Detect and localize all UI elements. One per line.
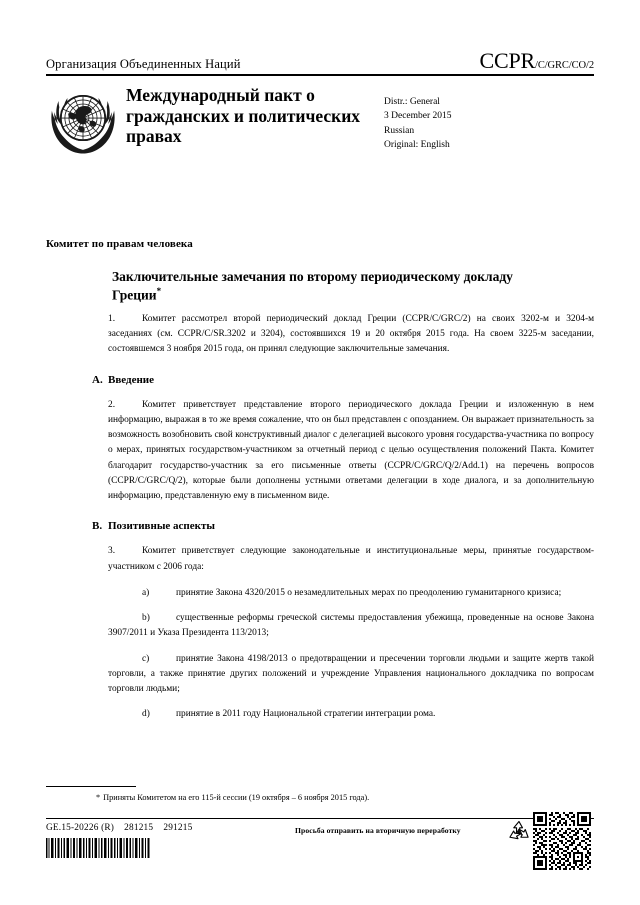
section-title: Позитивные аспекты: [108, 520, 215, 533]
paragraph-number: 2.: [108, 399, 116, 410]
section-letter: A.: [92, 373, 103, 386]
qr-code: [533, 812, 591, 870]
paragraph-text: Комитет приветствует представление второго периодического доклада Греции и изложенную в нем информацию, выражая в то же время сожаление, что он был представлен с опозданием. Он выражает признательность за возможность возобновить свой конструктивный диалог с делегацией высокого уровня государства-участника по вопросу о мерах, принятых государством-участником за отчетный период с целью осуществления положений Пакта. Комитет благодарит государство-участник за его письменные ответы (CCPR/C/GRC/Q/2/Add.1) на перечень вопросов (CCPR/C/GRC/Q/2), которые были дополнены устными ответами делегации в ходе диалога, и за дополнительную информацию, представленную ему в письменном виде.: [108, 399, 594, 502]
list-item-label: b): [142, 613, 150, 624]
page-title-text: Заключительные замечания по второму периодическому докладу Греции: [112, 269, 513, 303]
footnote-text: Приняты Комитетом на его 115-й сессии (19 октября – 6 ноября 2015 года).: [103, 793, 370, 802]
section-title: Введение: [108, 373, 155, 386]
recycle-icon: [505, 818, 533, 846]
distribution-line: Distr.: General: [384, 97, 440, 107]
section-letter: B.: [92, 520, 103, 533]
list-item-text: существенные реформы греческой системы предоставления убежища, проведенные на основе Закона 3907/2011 и Указа Президента 113/2013;: [108, 613, 594, 639]
instrument-title: Международный пакт о гражданских и политических правах: [126, 85, 361, 147]
organization-name: Организация Объединенных Наций: [46, 57, 241, 71]
list-item: [46, 707, 594, 722]
paragraph-2: [46, 398, 594, 505]
header-divider: [46, 74, 594, 76]
header-top-row: [46, 50, 594, 74]
list-item-label: c): [142, 653, 150, 664]
footnote: [96, 792, 566, 804]
paragraph-3: [46, 544, 594, 574]
document-symbol-main: CCPR: [479, 48, 535, 73]
section-heading-a: [46, 374, 594, 386]
document-header: [46, 50, 594, 157]
original-language: Original: English: [384, 140, 450, 151]
distribution-block: [376, 83, 534, 153]
list-item-label: d): [142, 709, 150, 720]
paragraph-number: 3.: [108, 546, 116, 557]
document-date: 3 December 2015: [384, 111, 452, 122]
list-item-label: a): [142, 587, 150, 598]
barcode: [46, 838, 151, 858]
paragraph-text: Комитет рассмотрел второй периодический доклад Греции (CCPR/C/GRC/2) на своих 3202-м и 3204-м заседаниях (см. CCPR/C/SR.3202 и 3204), состоявшихся 19 и 20 октября 2015 года. На своем 3225-м заседании, состоявшемся 3 ноября 2015 года, он принял следующие заключительные замечания.: [108, 314, 594, 355]
header-body-row: [46, 83, 594, 157]
list-item-text: принятие Закона 4198/2013 о предотвращении и пресечении торговли людьми и защите жертв такой торговли, а также принятие других положений и учреждение Управления национального докладчика по вопросам торговли людьми;: [108, 653, 594, 694]
page-title-footnote-marker: *: [156, 285, 162, 296]
list-item: [46, 586, 594, 601]
un-emblem: [46, 85, 120, 157]
committee-name: Комитет по правам человека: [46, 238, 193, 250]
footnote-marker: *: [96, 793, 101, 802]
list-item-text: принятие в 2011 году Национальной стратегии интеграции рома.: [176, 709, 436, 720]
recycle-notice: Просьба отправить на вторичную переработку: [295, 826, 461, 835]
paragraph-text: Комитет приветствует следующие законодательные и институциональные меры, принятые государством-участником с 2006 года:: [108, 546, 594, 572]
footnote-divider: [46, 786, 136, 787]
document-symbol-suffix: /C/GRC/CO/2: [535, 60, 594, 71]
job-number: GE.15-20226 (R) 281215 291215: [46, 823, 193, 833]
page-title: [112, 268, 542, 304]
list-item-text: принятие Закона 4320/2015 о незамедлительных мерах по преодолению гуманитарного кризиса;: [176, 587, 562, 598]
document-body: [46, 312, 594, 732]
section-heading-b: [46, 520, 594, 532]
list-item: [46, 652, 594, 698]
paragraph-number: 1.: [108, 314, 116, 324]
list-item: [46, 611, 594, 641]
document-language: Russian: [384, 125, 415, 136]
paragraph-1: [46, 312, 594, 358]
document-symbol: [480, 50, 594, 72]
